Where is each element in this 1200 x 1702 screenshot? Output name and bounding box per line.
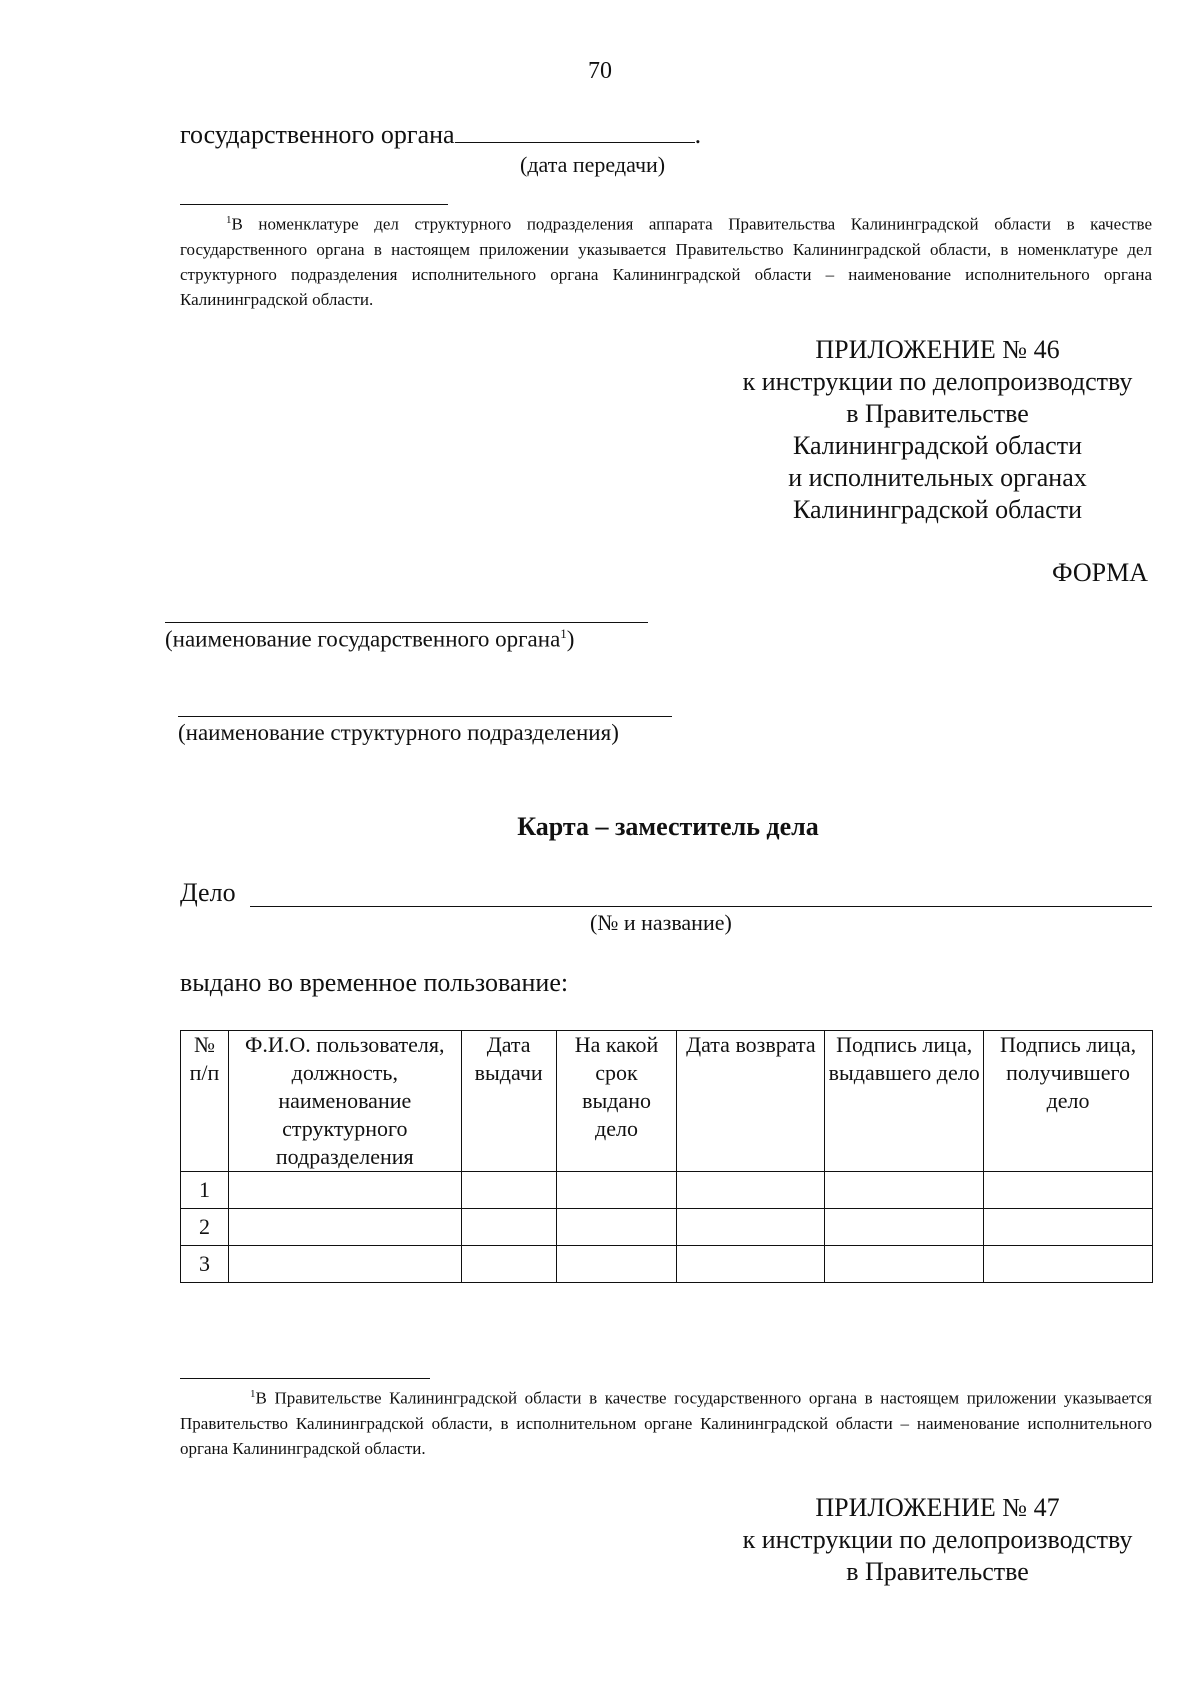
transfer-date-caption: (дата передачи) — [520, 152, 666, 177]
division-name-blank — [178, 716, 672, 717]
footnote-1-text: В номенклатуре дел структурного подразделения аппарата Правительства Калининградской области в качестве государственного органа в настоящем приложении указывается Правительство Калининградской области, в номенклатуре дел структурного подразделения исполнительного органа Калининградской области – наименование исполнительного органа Калининградской области. — [180, 214, 1152, 309]
table-header-row — [181, 1031, 1153, 1172]
footnote-separator — [180, 204, 448, 205]
table-cell — [461, 1172, 556, 1209]
header-issue-date: Дата выдачи — [461, 1031, 556, 1172]
table-row — [181, 1172, 1153, 1209]
delo-caption: (№ и название) — [590, 910, 732, 935]
transfer-line-end: . — [694, 120, 702, 149]
header-issuer-signature: Подпись лица, выдавшего дело — [825, 1031, 984, 1172]
table-cell — [228, 1209, 461, 1246]
table-cell — [825, 1246, 984, 1283]
header-term: На какой срок выдано дело — [556, 1031, 677, 1172]
org-name-caption — [165, 626, 574, 653]
footnote-1-mark: 1 — [226, 214, 232, 226]
appendix-46-title: ПРИЛОЖЕНИЕ № 46 — [815, 335, 1060, 364]
table-cell — [556, 1246, 677, 1283]
table-cell — [984, 1209, 1153, 1246]
appendix-46-line: Калининградской области — [792, 431, 1082, 460]
table-cell — [461, 1209, 556, 1246]
appendix-46-line: к инструкции по делопроизводству — [742, 367, 1133, 396]
table-cell — [228, 1246, 461, 1283]
table-cell — [556, 1209, 677, 1246]
table-cell — [228, 1172, 461, 1209]
table-cell — [461, 1246, 556, 1283]
appendix-47-line: к инструкции по делопроизводству — [742, 1525, 1133, 1554]
table-cell — [984, 1246, 1153, 1283]
register-table — [180, 1030, 1153, 1283]
delo-label: Дело — [180, 878, 236, 907]
table-row — [181, 1209, 1153, 1246]
org-name-caption-end: ) — [566, 626, 575, 652]
footnote-2-mark: 1 — [250, 1388, 256, 1400]
delo-blank — [250, 906, 1152, 907]
form-label: ФОРМА — [1052, 558, 1148, 587]
header-receiver-signature: Подпись лица, получившего дело — [984, 1031, 1153, 1172]
footnote-2 — [180, 1382, 1152, 1461]
table-cell — [825, 1172, 984, 1209]
table-cell — [984, 1172, 1153, 1209]
footnote-1 — [180, 208, 1152, 312]
appendix-46-line: Калининградской области — [792, 495, 1082, 524]
row-number: 1 — [181, 1172, 229, 1209]
appendix-46-line: в Правительстве — [846, 399, 1029, 428]
header-user: Ф.И.О. пользователя, должность, наименование структурного подразделения — [228, 1031, 461, 1172]
org-name-caption-text: (наименование государственного органа — [165, 626, 561, 652]
table-cell — [677, 1209, 825, 1246]
issued-text: выдано во временное пользование: — [180, 968, 569, 997]
appendix-46-block — [700, 334, 1175, 526]
appendix-47-title: ПРИЛОЖЕНИЕ № 47 — [815, 1493, 1060, 1522]
page-number: 70 — [588, 58, 612, 84]
org-name-caption-mark: 1 — [560, 626, 567, 641]
appendix-47-line: в Правительстве — [846, 1557, 1029, 1586]
footnote-2-text: В Правительстве Калининградской области в качестве государственного органа в настоящем приложении указывается Правительство Калининградской области, в исполнительном органе Калининградской области – наименование исполнительного органа Калининградской области. — [180, 1388, 1152, 1458]
transfer-line-text: государственного органа — [180, 120, 455, 149]
header-return-date: Дата возврата — [677, 1031, 825, 1172]
table-cell — [677, 1246, 825, 1283]
org-name-blank — [165, 622, 648, 623]
row-number: 3 — [181, 1246, 229, 1283]
transfer-date-blank — [455, 118, 695, 143]
table-cell — [556, 1172, 677, 1209]
table-cell — [825, 1209, 984, 1246]
appendix-47-block — [700, 1492, 1175, 1588]
table-cell — [677, 1172, 825, 1209]
table-row — [181, 1246, 1153, 1283]
division-name-caption: (наименование структурного подразделения) — [178, 720, 619, 745]
appendix-46-line: и исполнительных органах — [788, 463, 1087, 492]
card-title: Карта – заместитель дела — [517, 812, 819, 841]
footnote-separator — [180, 1378, 430, 1379]
transfer-line — [180, 118, 701, 150]
row-number: 2 — [181, 1209, 229, 1246]
header-number: № п/п — [181, 1031, 229, 1172]
